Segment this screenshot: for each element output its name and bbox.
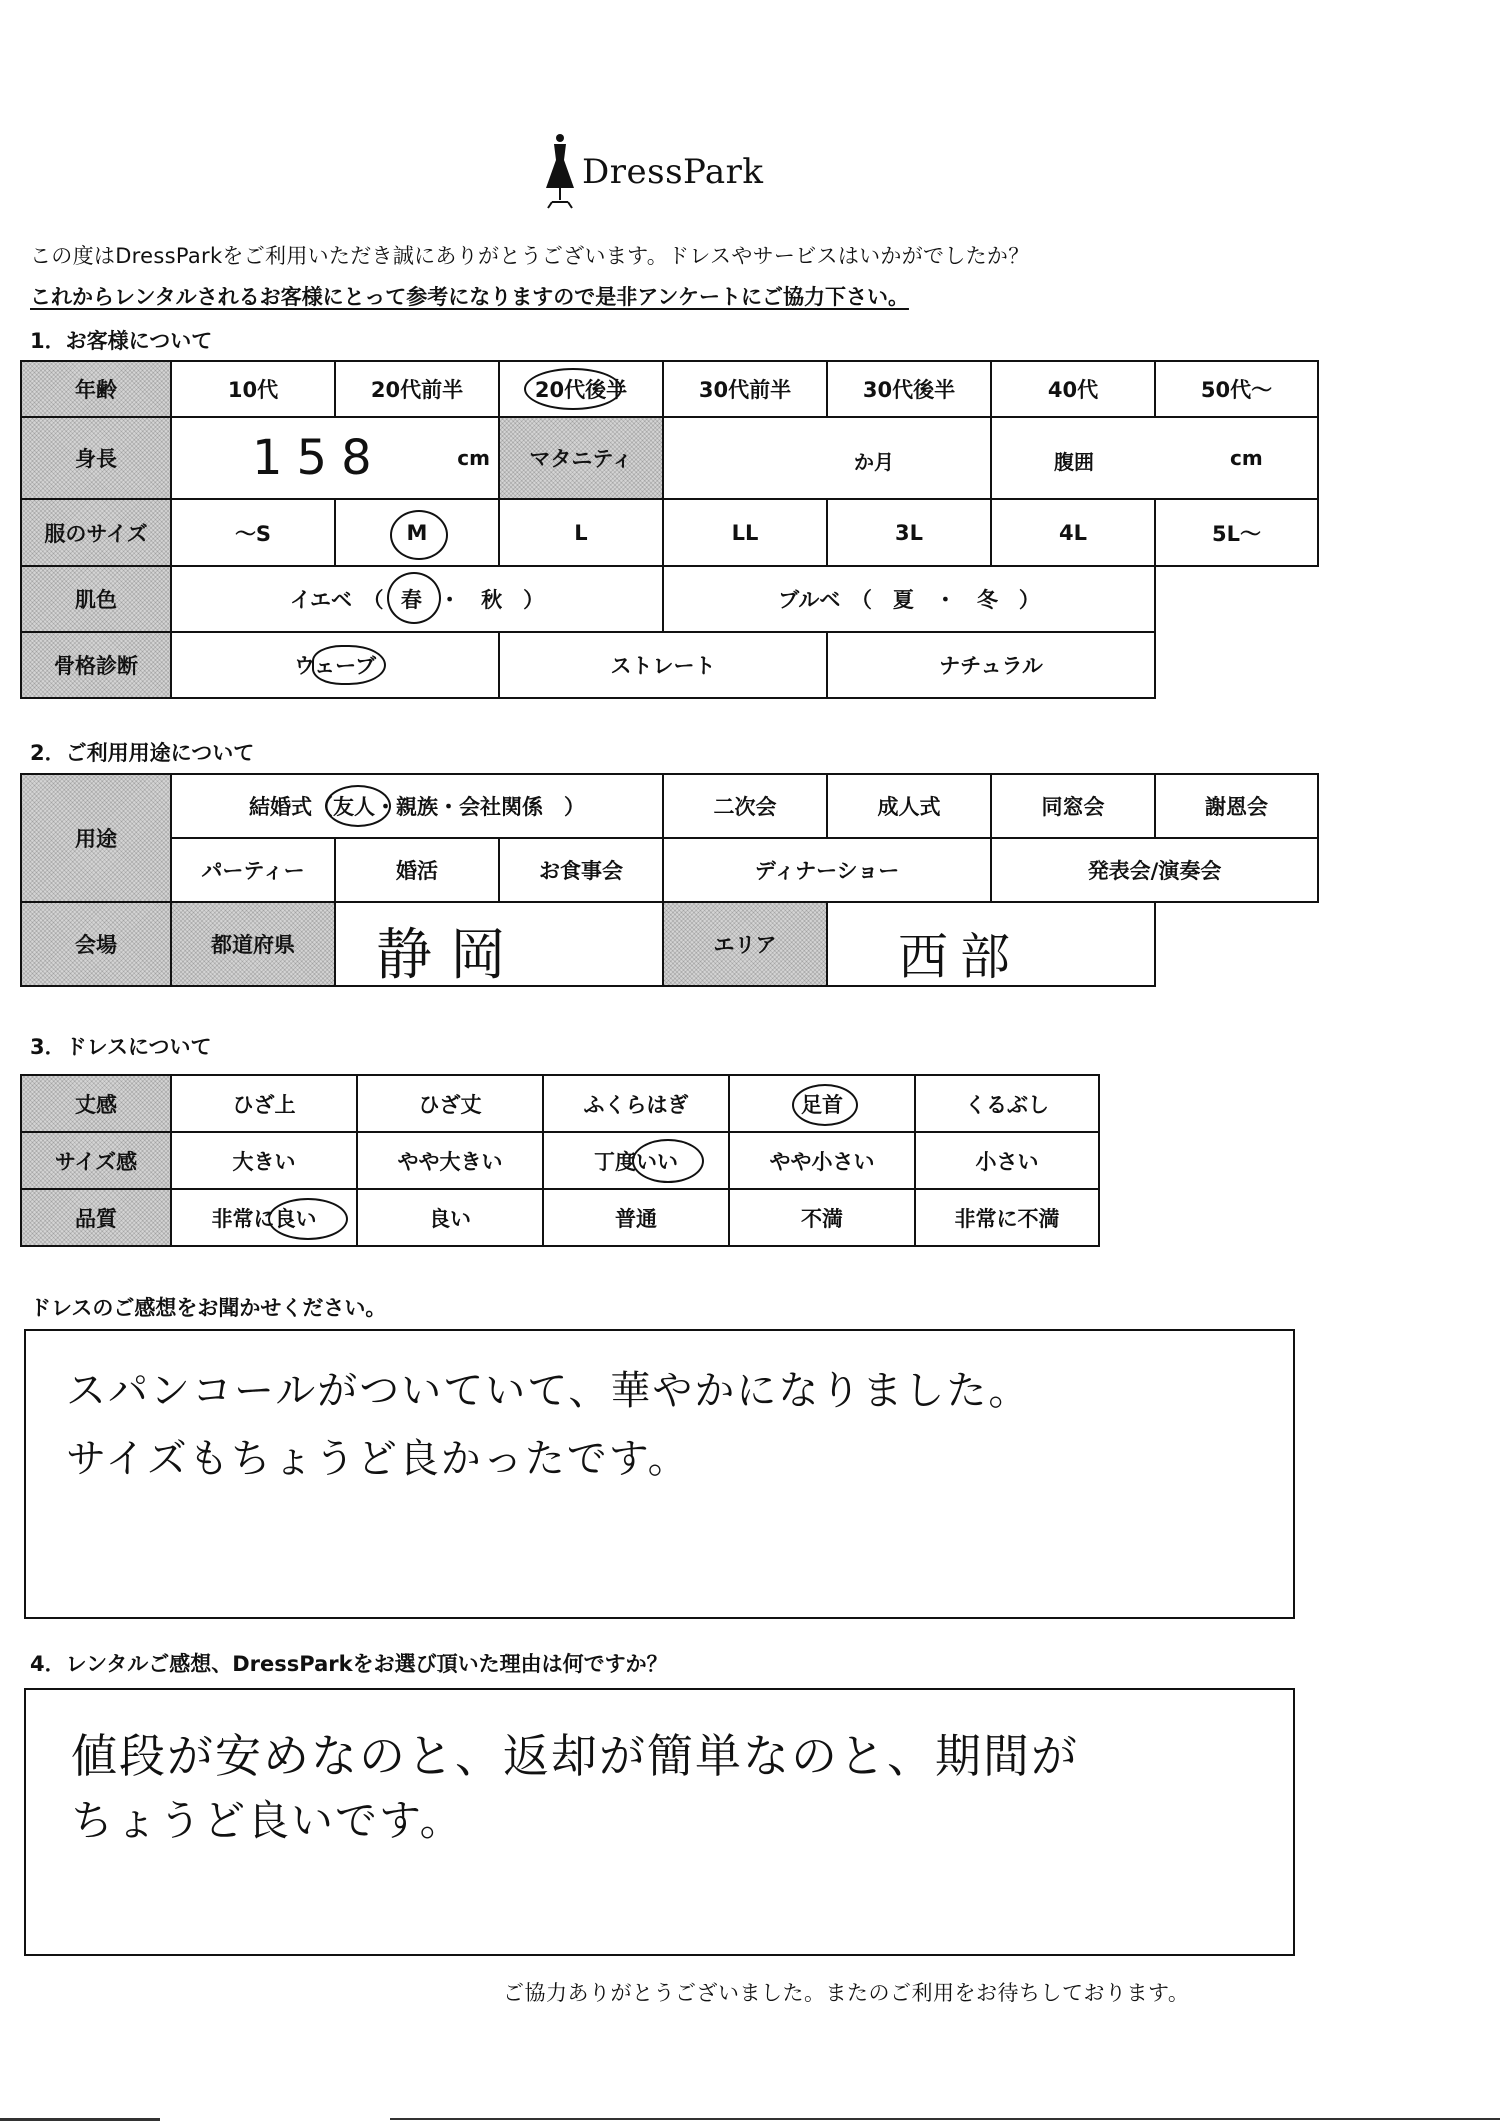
size-row xyxy=(21,499,1318,566)
purpose-row-1 xyxy=(21,774,1318,838)
skin-row xyxy=(21,566,1318,632)
purpose-option[interactable]: 成人式 xyxy=(827,774,991,838)
frame-option[interactable]: ストレート xyxy=(499,632,827,698)
wedding-friend-label: 友人 xyxy=(333,795,376,819)
length-option[interactable]: ふくらはぎ xyxy=(543,1075,729,1132)
intro-line-1: この度はDressParkをご利用いただき誠にありがとうございます。ドレスやサービスはいかがでしたか？ xyxy=(30,244,1030,268)
age-option[interactable]: 10代 xyxy=(171,361,335,417)
purpose-option[interactable]: お食事会 xyxy=(499,838,663,902)
quality-label: 品質 xyxy=(21,1189,171,1246)
fit-option-label: 丁度いい xyxy=(594,1149,678,1174)
purpose-option[interactable]: パーティー xyxy=(171,838,335,902)
quality-row xyxy=(21,1189,1099,1246)
purpose-option[interactable]: 発表会/演奏会 xyxy=(991,838,1318,902)
footer-thanks: ご協力ありがとうございました。またのご利用をお待ちしております。 xyxy=(503,1981,1190,2005)
purpose-row-2 xyxy=(21,838,1318,902)
scan-edge-line xyxy=(390,2118,1500,2120)
area-field[interactable] xyxy=(827,902,1155,986)
empty-cell xyxy=(1155,632,1318,698)
size-label: 服のサイズ xyxy=(21,499,171,566)
age-option[interactable]: 50代～ xyxy=(1155,361,1318,417)
height-unit: cm xyxy=(457,446,490,470)
impression-title: ドレスのご感想をお聞かせください。 xyxy=(30,1296,387,1320)
impression-handwritten-line: サイズもちょうど良かったです。 xyxy=(66,1436,690,1482)
scan-edge-line xyxy=(0,2118,160,2121)
quality-option[interactable]: 普通 xyxy=(543,1189,729,1246)
size-option-selected[interactable] xyxy=(335,499,499,566)
dress-icon xyxy=(540,130,580,210)
impression-handwritten-line: スパンコールがついていて、華やかになりました。 xyxy=(66,1368,1031,1414)
section3-title: 3．ドレスについて xyxy=(30,1035,212,1059)
belly-field[interactable] xyxy=(991,417,1318,499)
length-option-selected[interactable] xyxy=(729,1075,915,1132)
size-option[interactable]: LL xyxy=(663,499,827,566)
maternity-label: マタニティ xyxy=(499,417,663,499)
size-option[interactable]: 4L xyxy=(991,499,1155,566)
purpose-option[interactable]: 二次会 xyxy=(663,774,827,838)
reason-handwritten-line: ちょうど良いです。 xyxy=(71,1796,464,1845)
section4-title: 4．レンタルご感想、DressParkをお選び頂いた理由は何ですか？ xyxy=(30,1652,668,1676)
size-option[interactable]: ～S xyxy=(171,499,335,566)
age-option-label: 20代後半 xyxy=(534,378,628,402)
skin-label: 肌色 xyxy=(21,566,171,632)
fit-option[interactable]: 小さい xyxy=(915,1132,1099,1189)
fit-row xyxy=(21,1132,1099,1189)
dress-table xyxy=(20,1074,1100,1247)
frame-label: 骨格診断 xyxy=(21,632,171,698)
quality-option-selected[interactable] xyxy=(171,1189,357,1246)
prefecture-label: 都道府県 xyxy=(171,902,335,986)
prefecture-field[interactable] xyxy=(335,902,663,986)
skin-yellow-option[interactable] xyxy=(171,566,663,632)
area-label: エリア xyxy=(663,902,827,986)
age-option[interactable]: 40代 xyxy=(991,361,1155,417)
quality-option[interactable]: 不満 xyxy=(729,1189,915,1246)
quality-option[interactable]: 非常に不満 xyxy=(915,1189,1099,1246)
length-row xyxy=(21,1075,1099,1132)
quality-option-label: 非常に良い xyxy=(211,1206,317,1231)
wedding-suffix: ・親族・会社関係 ） xyxy=(375,795,586,819)
length-label: 丈感 xyxy=(21,1075,171,1132)
fit-option-selected[interactable] xyxy=(543,1132,729,1189)
length-option[interactable]: ひざ丈 xyxy=(357,1075,543,1132)
skin-spring-label: 春 xyxy=(400,588,422,612)
size-option[interactable]: 3L xyxy=(827,499,991,566)
maternity-field[interactable] xyxy=(663,417,991,499)
frame-option-label: ウェーブ xyxy=(293,654,377,678)
fit-option[interactable]: やや大きい xyxy=(357,1132,543,1189)
height-row xyxy=(21,417,1318,499)
venue-label: 会場 xyxy=(21,902,171,986)
length-option-label: 足首 xyxy=(801,1092,843,1117)
purpose-option[interactable]: 同窓会 xyxy=(991,774,1155,838)
age-row xyxy=(21,361,1318,417)
venue-row xyxy=(21,902,1318,986)
fit-option[interactable]: やや小さい xyxy=(729,1132,915,1189)
prefecture-handwritten-value: 静岡 xyxy=(376,923,524,988)
maternity-unit: か月 xyxy=(854,450,894,474)
height-field[interactable] xyxy=(171,417,499,499)
age-option[interactable]: 20代前半 xyxy=(335,361,499,417)
age-label: 年齢 xyxy=(21,361,171,417)
skin-yellow-text: イエベ （ xyxy=(289,588,384,612)
age-option[interactable]: 30代前半 xyxy=(663,361,827,417)
frame-option-selected[interactable] xyxy=(171,632,499,698)
fit-option[interactable]: 大きい xyxy=(171,1132,357,1189)
purpose-option[interactable]: 婚活 xyxy=(335,838,499,902)
reason-textarea[interactable] xyxy=(24,1688,1295,1956)
belly-label: 腹囲 xyxy=(1054,450,1094,474)
length-option[interactable]: くるぶし xyxy=(915,1075,1099,1132)
size-option-label: M xyxy=(406,520,428,545)
purpose-table xyxy=(20,773,1319,987)
intro-line-2: これからレンタルされるお客様にとって参考になりますので是非アンケートにご協力下さい。 xyxy=(30,285,909,309)
length-option[interactable]: ひざ上 xyxy=(171,1075,357,1132)
impression-textarea[interactable] xyxy=(24,1329,1295,1619)
skin-blue-option[interactable]: ブルベ （ 夏 ・ 冬 ） xyxy=(663,566,1155,632)
age-option-selected[interactable] xyxy=(499,361,663,417)
purpose-option[interactable]: ディナーショー xyxy=(663,838,991,902)
size-option[interactable]: L xyxy=(499,499,663,566)
section1-title: 1．お客様について xyxy=(30,329,213,353)
age-option[interactable]: 30代後半 xyxy=(827,361,991,417)
empty-cell xyxy=(1155,902,1318,986)
wedding-prefix: 結婚式（ xyxy=(249,795,334,819)
purpose-label: 用途 xyxy=(21,774,171,902)
height-handwritten-value: 158 xyxy=(252,430,386,486)
section2-title: 2．ご利用用途について xyxy=(30,741,255,765)
frame-row xyxy=(21,632,1318,698)
belly-unit: cm xyxy=(1230,446,1263,470)
height-label: 身長 xyxy=(21,417,171,499)
skin-spring-selected xyxy=(401,584,422,614)
wedding-option[interactable] xyxy=(171,774,663,838)
frame-option[interactable]: ナチュラル xyxy=(827,632,1155,698)
skin-autumn-text: ・ 秋 ） xyxy=(439,588,545,612)
dresspark-logo xyxy=(540,130,780,210)
quality-option[interactable]: 良い xyxy=(357,1189,543,1246)
logo-text: DressPark xyxy=(582,152,764,192)
purpose-option[interactable]: 謝恩会 xyxy=(1155,774,1318,838)
empty-cell xyxy=(1155,566,1318,632)
customer-table xyxy=(20,360,1319,699)
reason-handwritten-line: 値段が安めなのと、返却が簡単なのと、期間が xyxy=(71,1729,1079,1783)
size-option[interactable]: 5L～ xyxy=(1155,499,1318,566)
fit-label: サイズ感 xyxy=(21,1132,171,1189)
wedding-friend-selected xyxy=(333,791,375,821)
area-handwritten-value: 西部 xyxy=(898,928,1023,986)
